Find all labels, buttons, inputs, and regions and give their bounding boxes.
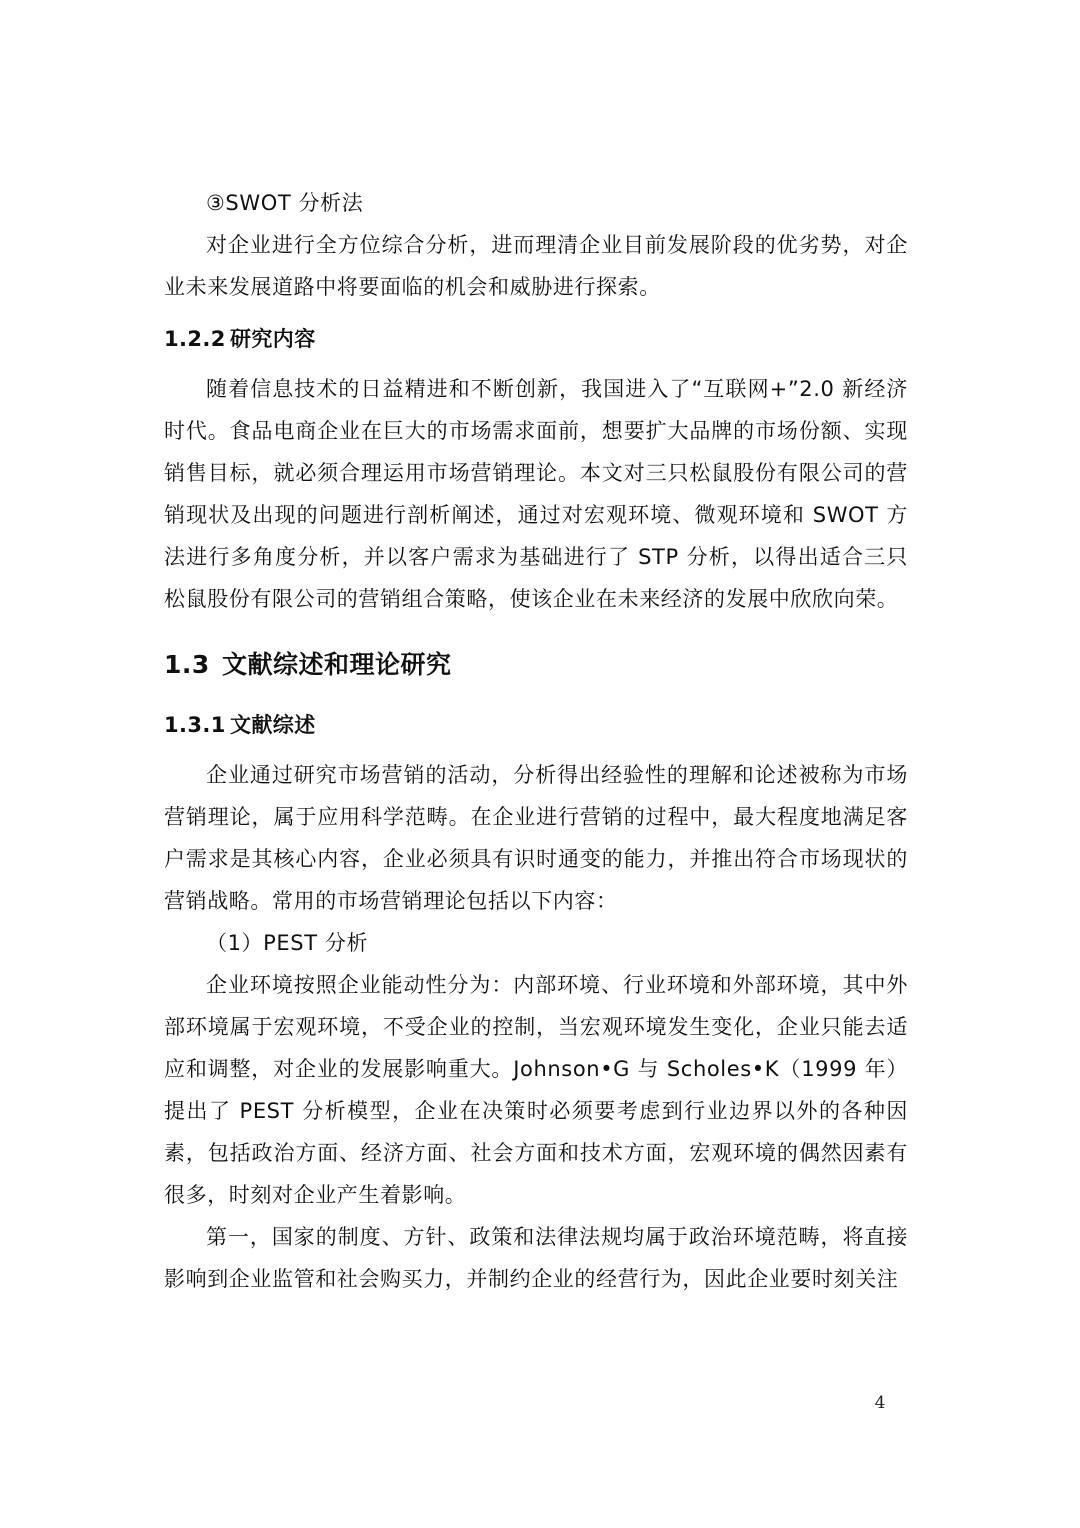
research-content-paragraph: 随着信息技术的日益精进和不断创新，我国进入了“互联网+”2.0 新经济时代。食品电商企业在巨大的市场需求面前，想要扩大品牌的市场份额、实现销售目标，就必须合理运用市场营销理论。本文对三只松鼠股份有限公司的营销现状及出现的问题进行剖析阐述，通过对宏观环境、微观环境和 SWOT 方法进行多角度分析，并以客户需求为基础进行了 STP 分析，以得出适合三只松鼠股份有限公司的营销组合策略，使该企业在未来经济的发展中欣欣向荣。 [164,377,908,611]
section-1-3-1-heading [164,704,908,746]
section-number: 1.2.2 [164,327,226,351]
swot-paragraph: 对企业进行全方位综合分析，进而理清企业目前发展阶段的优劣势，对企业未来发展道路中将要面临的机会和威胁进行探索。 [164,233,908,299]
section-1-3-heading [164,640,908,690]
section-title: 研究内容 [230,327,316,351]
pest-paragraph: 企业环境按照企业能动性分为：内部环境、行业环境和外部环境，其中外部环境属于宏观环境，不受企业的控制，当宏观环境发生变化，企业只能去适应和调整，对企业的发展影响重大。Johnson•G 与 Scholes•K（1999 年）提出了 PEST 分析模型，企业在决策时必须要考虑到行业边界以外的各种因素，包括政治方面、经济方面、社会方面和技术方面，宏观环境的偶然因素有很多，时刻对企业产生着影响。 [164,973,908,1207]
section-title: 文献综述 [230,713,316,737]
page-number: 4 [874,1393,886,1413]
section-1-2-2-heading [164,318,908,360]
literature-review-paragraph: 企业通过研究市场营销的活动，分析得出经验性的理解和论述被称为市场营销理论，属于应用科学范畴。在企业进行营销的过程中，最大程度地满足客户需求是其核心内容，企业必须具有识时通变的能力，并推出符合市场现状的营销战略。常用的市场营销理论包括以下内容： [164,763,908,913]
swot-method-heading: ③SWOT 分析法 [206,191,364,215]
page-body [164,182,908,1300]
pest-analysis-heading: （1）PEST 分析 [206,931,369,955]
political-environment-paragraph: 第一，国家的制度、方针、政策和法律法规均属于政治环境范畴，将直接影响到企业监管和社会购买力，并制约企业的经营行为，因此企业要时刻关注 [164,1225,908,1291]
section-title: 文献综述和理论研究 [222,650,452,679]
section-number: 1.3 [164,650,210,679]
section-number: 1.3.1 [164,713,226,737]
